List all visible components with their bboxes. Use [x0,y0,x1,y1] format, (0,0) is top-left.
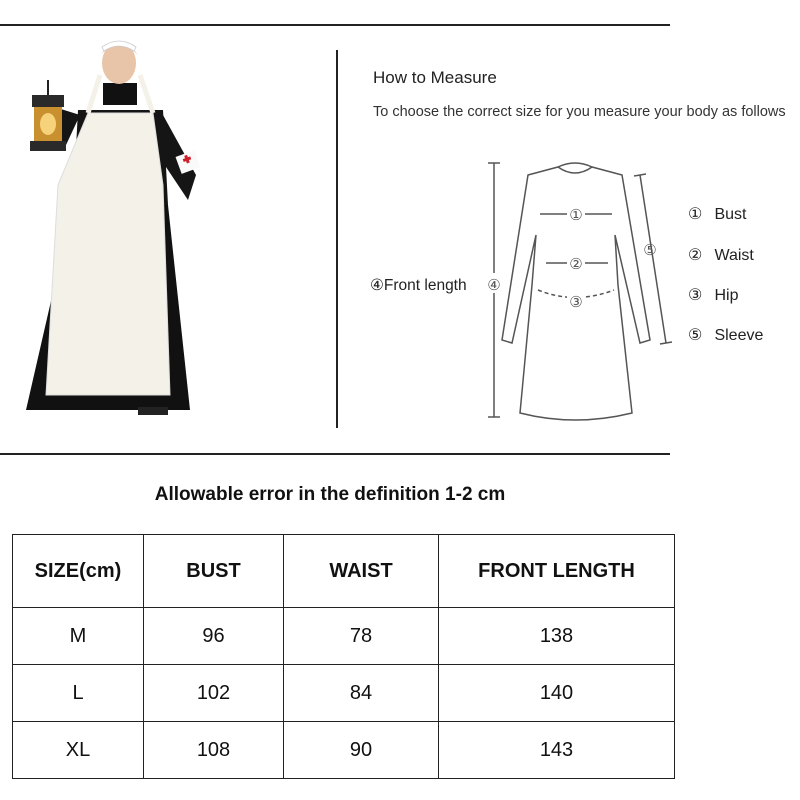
header-bust: BUST [144,535,284,608]
cell-front-length: 143 [439,722,675,779]
size-table [12,534,675,779]
top-rule [0,24,670,26]
header-size: SIZE(cm) [13,535,144,608]
diagram-mark-waist: ② [569,255,583,273]
product-photo [18,35,218,440]
diagram-mark-hip: ③ [569,293,583,311]
cell-waist: 78 [284,608,439,665]
legend-waist [688,245,754,265]
vertical-divider [336,50,338,428]
table-row [13,722,675,779]
legend-label: Hip [714,287,739,304]
table-row [13,665,675,722]
table-row [13,608,675,665]
cell-waist: 84 [284,665,439,722]
cell-size: XL [13,722,144,779]
cell-size: L [13,665,144,722]
table-header-row [13,535,675,608]
legend-bust [688,204,746,224]
legend-num: ② [688,247,703,264]
legend-label: Sleeve [714,327,764,344]
diagram-mark-sleeve: ⑤ [643,241,657,259]
middle-rule [0,453,670,455]
legend-num: ③ [688,287,703,304]
legend-label: Waist [714,247,754,264]
cell-front-length: 138 [439,608,675,665]
cell-size: M [13,608,144,665]
header-front-length: FRONT LENGTH [439,535,675,608]
cell-bust: 108 [144,722,284,779]
diagram-mark-bust: ① [569,206,583,224]
cell-front-length: 140 [439,665,675,722]
cell-bust: 96 [144,608,284,665]
cell-waist: 90 [284,722,439,779]
legend-num: ⑤ [688,327,703,344]
legend-hip [688,285,738,305]
legend-sleeve [688,325,763,345]
front-length-label: ④Front length [370,277,467,294]
cell-bust: 102 [144,665,284,722]
legend-num: ① [688,206,703,223]
measure-subtitle: To choose the correct size for you measure your body as follows [373,104,786,120]
header-waist: WAIST [284,535,439,608]
legend-label: Bust [714,206,747,223]
diagram-mark-front-length: ④ [487,276,501,294]
allowable-error-note: Allowable error in the definition 1-2 cm [154,484,506,505]
measure-title: How to Measure [373,68,497,87]
